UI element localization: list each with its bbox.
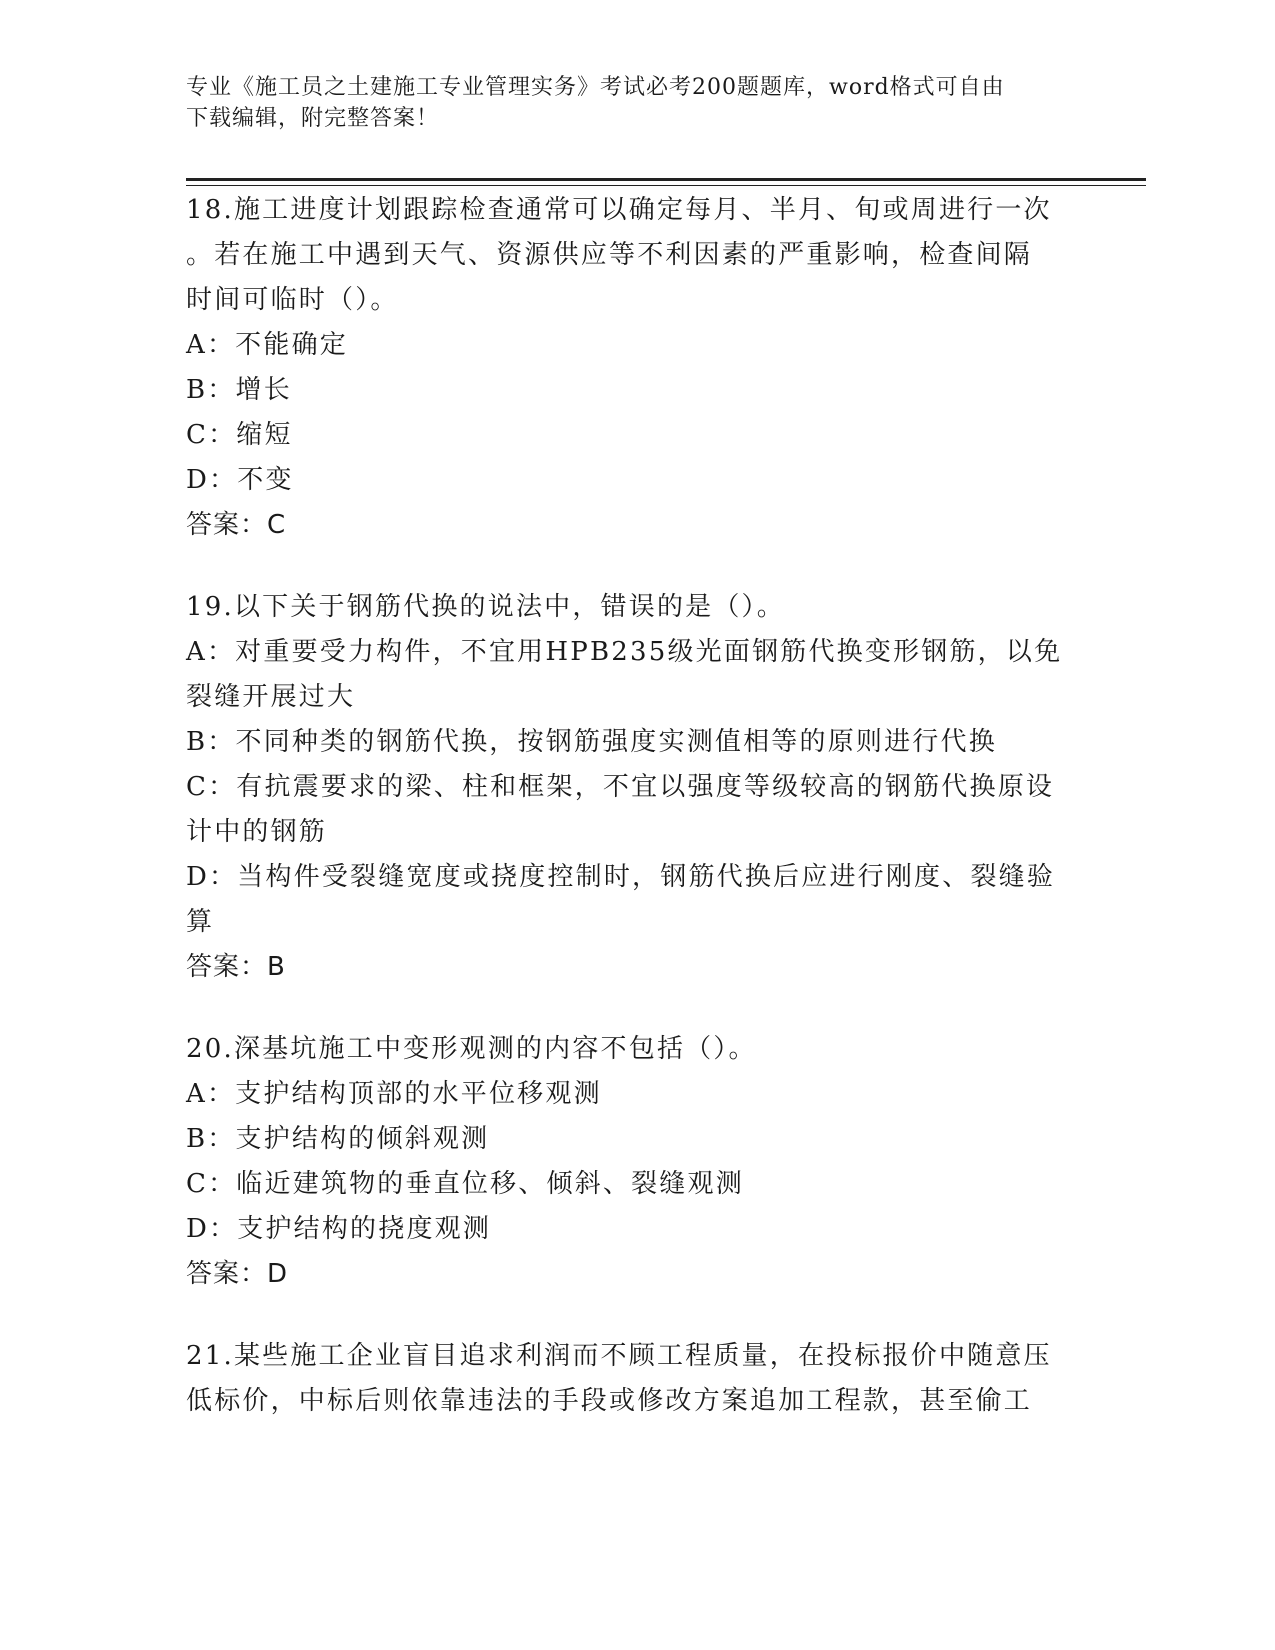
- question-text-line: 。若在施工中遇到天气、资源供应等不利因素的严重影响，检查间隔: [186, 240, 1033, 270]
- question-text-line: 时间可临时（）。: [186, 285, 399, 315]
- question-text-line: 18.施工进度计划跟踪检查通常可以确定每月、半月、旬或周进行一次: [186, 195, 1052, 225]
- answer-line: 答案：D: [186, 1259, 289, 1289]
- answer-line: 答案：B: [186, 952, 286, 982]
- question-text-line: 19.以下关于钢筋代换的说法中，错误的是（）。: [186, 592, 785, 622]
- question-block: [186, 1027, 1076, 1297]
- option-line: D：不变: [186, 465, 294, 495]
- answer-line: 答案：C: [186, 510, 287, 540]
- option-line: C：缩短: [186, 420, 293, 450]
- document-header: [186, 72, 1066, 134]
- option-line: A：支护结构顶部的水平位移观测: [186, 1079, 602, 1109]
- option-line: A：对重要受力构件，不宜用HPB235级光面钢筋代换变形钢筋，以免: [186, 637, 1063, 667]
- question-text-line: 20.深基坑施工中变形观测的内容不包括（）。: [186, 1034, 757, 1064]
- question-block: [186, 1334, 1076, 1424]
- option-line: 计中的钢筋: [186, 817, 328, 847]
- option-line: 裂缝开展过大: [186, 682, 356, 712]
- option-line: D：当构件受裂缝宽度或挠度控制时，钢筋代换后应进行刚度、裂缝验: [186, 862, 1056, 892]
- header-rule-thin: [186, 185, 1146, 186]
- question-block: [186, 585, 1076, 990]
- question-list: [186, 188, 1076, 1461]
- option-line: A：不能确定: [186, 330, 348, 360]
- option-line: C：临近建筑物的垂直位移、倾斜、裂缝观测: [186, 1169, 744, 1199]
- option-line: B：增长: [186, 375, 292, 405]
- option-line: B：支护结构的倾斜观测: [186, 1124, 490, 1154]
- option-line: B：不同种类的钢筋代换，按钢筋强度实测值相等的原则进行代换: [186, 727, 997, 757]
- question-text-line: 21.某些施工企业盲目追求利润而不顾工程质量，在投标报价中随意压: [186, 1341, 1052, 1371]
- option-line: 算: [186, 907, 215, 937]
- header-rule-thick: [186, 178, 1146, 181]
- question-text-line: 低标价，中标后则依靠违法的手段或修改方案追加工程款，甚至偷工: [186, 1386, 1033, 1416]
- question-block: [186, 188, 1076, 548]
- option-line: C：有抗震要求的梁、柱和框架，不宜以强度等级较高的钢筋代换原设: [186, 772, 1055, 802]
- option-line: D：支护结构的挠度观测: [186, 1214, 492, 1244]
- header-line-2: 下载编辑，附完整答案！: [186, 106, 440, 131]
- header-line-1: 专业《施工员之土建施工专业管理实务》考试必考200题题库，word格式可自由: [186, 75, 1005, 100]
